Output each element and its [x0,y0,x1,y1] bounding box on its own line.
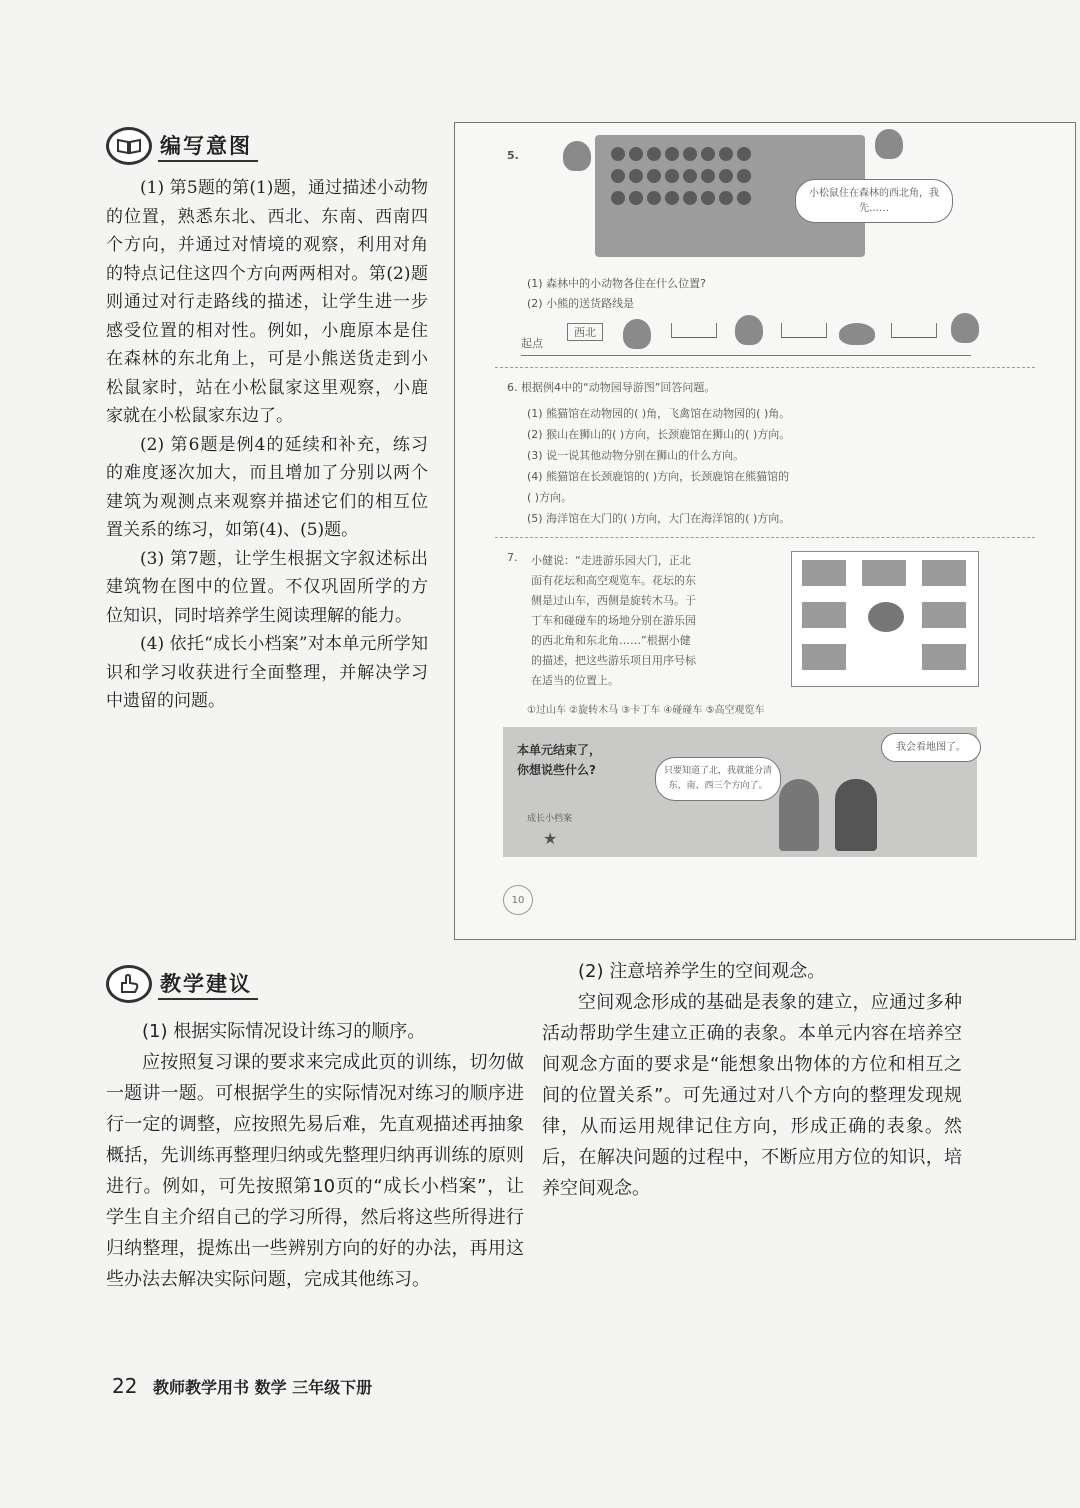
flower-bed-icon [868,602,904,632]
question-line: ( )方向。 [527,491,573,504]
suggestion-paragraph: (2) 注意培养学生的空间观念。 [578,961,826,982]
speech-bubble: 我会看地图了。 [881,733,981,762]
question-line: 小健说：“走进游乐园大门，正北 [531,554,691,567]
textbook-page-image [454,122,1076,940]
deer-icon [735,315,763,345]
question-line: 侧是过山车，西侧是旋转木马。于 [531,594,696,607]
page-footer [112,1374,372,1398]
growth-archive-panel [503,727,977,857]
route-row [521,319,971,356]
archive-title-line: 本单元结束了， [517,743,602,757]
deer-illustration [875,129,903,159]
squirrel-icon [623,319,651,349]
suggestion-right-column [542,956,962,1204]
section-heading-text: 教学建议 [158,968,258,1000]
archive-label: 成长小档案 [527,814,573,824]
archive-title-line: 你想说些什么? [517,763,596,777]
speech-bubble: 小松鼠住在森林的西北角，我先…… [795,179,953,223]
suggestion-paragraph: 应按照复习课的要求来完成此页的训练，切勿做一题讲一题。可根据学生的实际情况对练习的顺序进行一定的调整，应按照先易后难，先直观描述再抽象概括，先训练再整理归纳或先整理归纳再训练的原则进行。例如，可先按照第10页的“成长小档案”，让学生自主介绍自己的学习所得，然后将这些所得进行归纳整理，提炼出一些辨别方向的好的办法，再用这些办法去解决实际问题，完成其他练习。 [106,1052,524,1290]
question-line: (5) 海洋馆在大门的( )方向，大门在海洋馆的( )方向。 [527,512,791,525]
question-line: (2) 猴山在狮山的( )方向，长颈鹿馆在狮山的( )方向。 [527,428,791,441]
question-line: (4) 熊猫馆在长颈鹿馆的( )方向，长颈鹿馆在熊猫馆的 [527,470,790,483]
intent-paragraph: (3) 第7题，让学生根据文字叙述标出建筑物在图中的位置。不仅巩固所学的方位知识，同时培养学生阅读理解的能力。 [106,548,428,626]
question-line: 的描述，把这些游乐项目用序号标 [531,654,696,667]
suggestion-paragraph: (1) 根据实际情况设计练习的顺序。 [142,1021,426,1042]
book-title: 教师教学用书 数学 三年级下册 [153,1378,373,1397]
section-heading-suggestion [106,966,258,1002]
route-start-label: 起点 [521,337,543,350]
intent-paragraph: (2) 第6题是例4的延续和补充，练习的难度逐次加大，而且增加了分别以两个建筑为观测点来观察并描述它们的相互位置关系的练习，如第(4)、(5)题。 [106,434,428,540]
star-icon: ★ [543,829,558,848]
question-line: 丁车和碰碰车的场地分别在游乐园 [531,614,696,627]
q6-lines [527,403,790,529]
route-blank [781,323,827,338]
question-number: 7. [507,551,518,564]
divider [495,537,1035,538]
question-line: (1) 森林中的小动物各住在什么位置? [527,277,706,290]
q7-options: ①过山车 ②旋转木马 ③卡丁车 ④碰碰车 ⑤高空观览车 [527,705,765,716]
intent-paragraph: (4) 依托“成长小档案”对本单元所学知识和学习收获进行全面整理，并解决学习中遗留的问题。 [106,634,428,711]
section-heading-intent [106,128,258,164]
section-heading-text: 编写意图 [158,130,258,162]
book-icon [106,127,152,165]
intent-text-block [106,174,428,716]
speech-bubble: 只要知道了北，我就能分清东、南、西三个方向了。 [655,757,781,801]
suggestion-paragraph: 空间观念形成的基础是表象的建立，应通过多种活动帮助学生建立正确的表象。本单元内容在培养空间观念方面的要求是“能想象出物体的方位和相互之间的位置关系”。可先通过对八个方向的整理发现规律，从而运用规律记住方向，形成正确的表象。然后，在解决问题的过程中，不断应用方位的知识，培养空间观念。 [542,992,962,1199]
q7-lines [531,551,696,691]
question-number: 5. [507,149,519,162]
question-line: (3) 说一说其他动物分别在狮山的什么方向。 [527,449,745,462]
squirrel-illustration [563,141,591,171]
intent-paragraph: (1) 第5题的第(1)题，通过描述小动物的位置，熟悉东北、西北、东南、西南四个方向，并通过对情境的观察，利用对角的特点记住这四个方向两两相对。第(2)题则通过对行走路线的描述，让学生进一步感受位置的相对性。例如，小鹿原本是住在森林的东北角上，可是小熊送货走到小松鼠家时，站在小松鼠家这里观察，小鹿家就在小松鼠家东边了。 [106,178,428,426]
question-line: 在适当的位置上。 [531,674,619,687]
child-illustration [779,779,819,851]
question-line: 的西北角和东北角……”根据小健 [531,634,691,647]
route-blank [891,323,937,338]
amusement-park-map [791,551,979,687]
suggestion-left-column [106,1016,524,1295]
child-illustration [835,779,877,851]
question-line: (2) 小熊的送货路线是 [527,297,635,310]
textbook-page-number: 10 [503,885,533,915]
question-title: 6. 根据例4中的“动物园导游图”回答问题。 [507,381,716,394]
hedgehog-icon [839,323,875,345]
divider [495,367,1035,368]
route-blank [671,323,717,338]
question-line: (1) 熊猫馆在动物园的( )角，飞禽馆在动物园的( )角。 [527,407,791,420]
rabbit-icon [951,313,979,343]
page-number: 22 [112,1374,138,1398]
question-line: 面有花坛和高空观览车。花坛的东 [531,574,696,587]
pointing-hand-icon [106,965,152,1003]
route-answer-box: 西北 [567,323,603,341]
